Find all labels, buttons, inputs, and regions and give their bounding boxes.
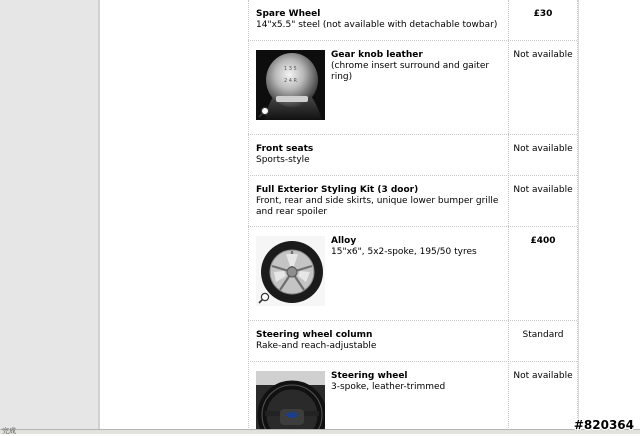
status-bar xyxy=(0,429,640,434)
table-row xyxy=(248,227,577,321)
option-title: Full Exterior Styling Kit (3 door) xyxy=(256,185,419,195)
table-row xyxy=(248,0,577,41)
option-detail: 3-spoke, leather-trimmed xyxy=(331,382,446,392)
watermark: #820364 xyxy=(573,418,634,432)
option-title: Steering wheel column xyxy=(256,330,373,340)
option-detail: Front, rear and side skirts, unique lower bumper grille and rear spoiler xyxy=(256,196,499,217)
option-description xyxy=(256,330,506,352)
alloy-wheel-image[interactable] xyxy=(256,236,325,306)
option-description xyxy=(256,144,506,166)
option-price: £30 xyxy=(533,9,553,19)
option-description xyxy=(256,185,506,218)
left-gutter xyxy=(0,0,100,430)
option-price: Not available xyxy=(513,185,573,195)
option-description xyxy=(331,50,503,83)
option-title: Steering wheel xyxy=(331,371,408,381)
table-row xyxy=(248,135,577,176)
option-title: Gear knob leather xyxy=(331,50,423,60)
option-price: Not available xyxy=(513,144,573,154)
option-detail: 15"x6", 5x2-spoke, 195/50 tyres xyxy=(331,247,477,257)
steering-wheel-graphic xyxy=(256,371,325,429)
option-title: Alloy xyxy=(331,236,357,246)
gear-knob-image[interactable] xyxy=(256,50,325,120)
option-title: Front seats xyxy=(256,144,314,154)
status-label: 完成 xyxy=(2,427,16,435)
content-right-edge xyxy=(578,0,579,430)
svg-text:2 4 R: 2 4 R xyxy=(284,78,298,84)
option-detail: Rake-and reach-adjustable xyxy=(256,341,377,351)
option-price: Standard xyxy=(522,330,564,340)
table-right-border xyxy=(577,0,578,430)
zoom-icon[interactable] xyxy=(258,292,270,304)
option-description xyxy=(331,236,503,258)
options-table xyxy=(248,0,577,430)
option-detail: 14"x5.5" steel (not available with detachable towbar) xyxy=(256,20,498,30)
zoom-icon[interactable] xyxy=(258,106,270,118)
option-detail: (chrome insert surround and gaiter ring) xyxy=(331,61,490,82)
option-title: Spare Wheel xyxy=(256,9,321,19)
option-detail: Sports-style xyxy=(256,155,310,165)
table-row xyxy=(248,362,577,430)
option-price: Not available xyxy=(513,371,573,381)
table-row xyxy=(248,176,577,227)
option-price: Not available xyxy=(513,50,573,60)
option-price: £400 xyxy=(530,236,556,246)
option-description xyxy=(256,9,506,31)
steering-wheel-image[interactable] xyxy=(256,371,325,429)
table-row xyxy=(248,41,577,135)
option-description xyxy=(331,371,503,393)
svg-text:1 3 5: 1 3 5 xyxy=(284,66,297,72)
table-row xyxy=(248,321,577,362)
